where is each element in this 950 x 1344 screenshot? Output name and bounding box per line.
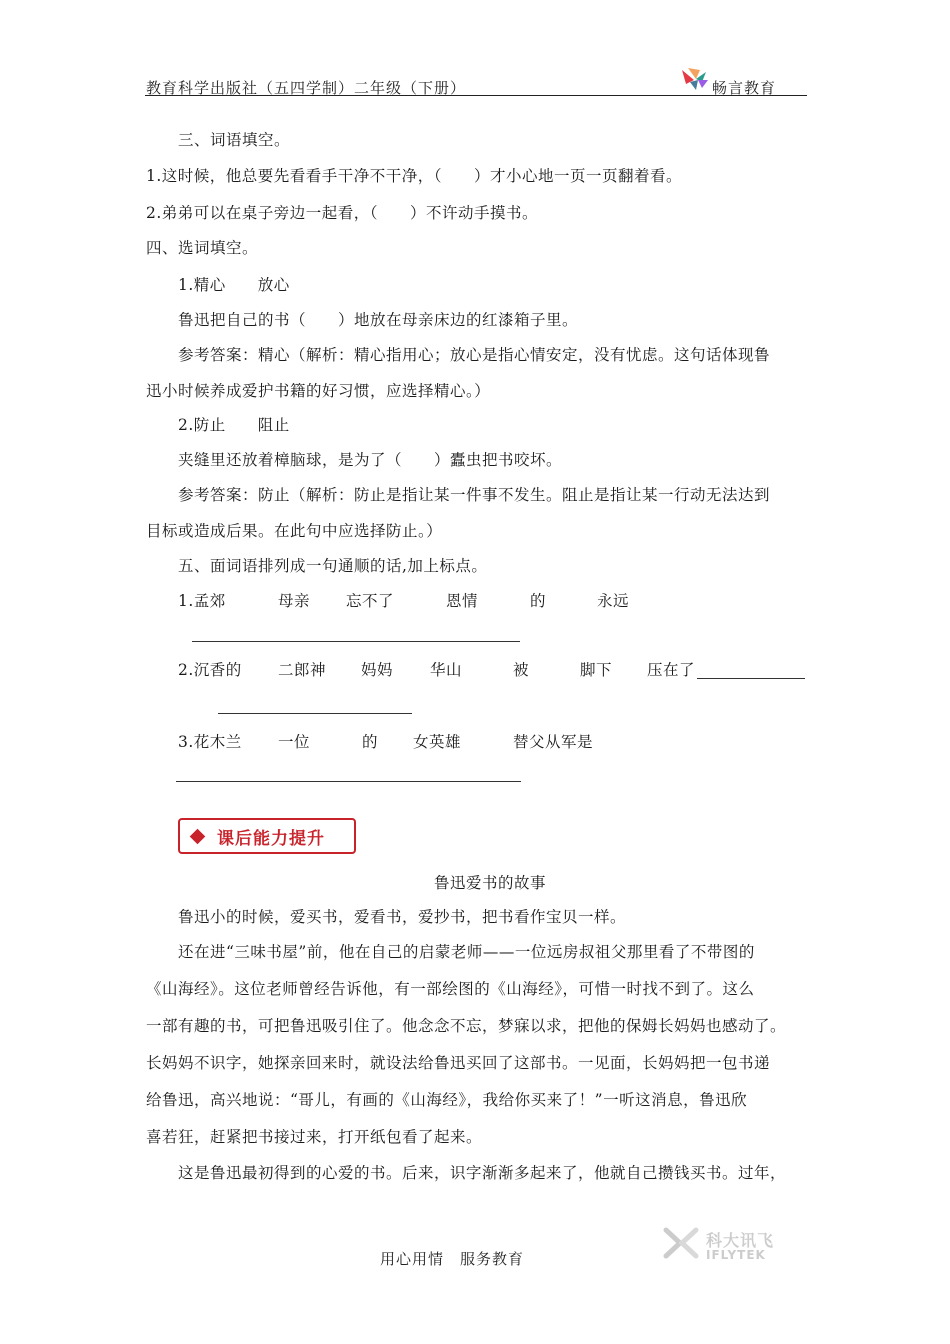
story-line: 喜若狂，赶紧把书接过来，打开纸包看了起来。 xyxy=(146,1128,483,1146)
q5-row1-word: 忘不了 xyxy=(346,592,395,610)
q5-row3-word: 替父从军是 xyxy=(513,733,594,751)
story-line: 一部有趣的书，可把鲁迅吸引住了。他念念不忘，梦寐以求，把他的保姆长妈妈也感动了。 xyxy=(146,1017,787,1035)
watermark-cn: 科大讯飞 xyxy=(706,1231,775,1250)
q5-row2-word: 压在了 xyxy=(647,661,696,679)
q5-row2-word: 二郎神 xyxy=(278,661,327,679)
section-4-q2-answer-line-1: 参考答案：防止（解析：防止是指让某一件事不发生。阻止是指让某一行动无法达到 xyxy=(178,486,771,504)
q5-row1-word: 母亲 xyxy=(278,592,311,610)
section-4-q1-sentence: 鲁迅把自己的书（ ）地放在母亲床边的红漆箱子里。 xyxy=(178,311,579,329)
story-line: 给鲁迅，高兴地说：“哥儿，有画的《山海经》，我给你买来了！”一听这消息，鲁迅欣 xyxy=(146,1091,748,1109)
q5-row3-word: 女英雄 xyxy=(413,733,462,751)
story-line: 长妈妈不识字，她探亲回来时，就设法给鲁迅买回了这部书。一见面，长妈妈把一包书递 xyxy=(146,1054,771,1072)
iflytek-logo-icon xyxy=(662,1226,702,1260)
section-3-question-1: 1.这时候，他总要先看看手干净不干净，（ ）才小心地一页一页翻着看。 xyxy=(146,167,683,185)
ability-banner-label: 课后能力提升 xyxy=(217,828,325,849)
q5-row1-word: 的 xyxy=(530,592,547,610)
watermark-en: IFLYTEK xyxy=(706,1248,766,1262)
q5-row1-word: 1.孟郊 xyxy=(178,592,226,610)
section-4-q2-answer-line-2: 目标或造成后果。在此句中应选择防止。） xyxy=(146,522,443,540)
diamond-icon xyxy=(190,828,206,844)
q5-row2-answer-line xyxy=(218,713,412,714)
q5-row1-word: 永远 xyxy=(597,592,630,610)
changyan-logo-icon xyxy=(680,66,710,92)
q5-row2-word: 妈妈 xyxy=(361,661,394,679)
q5-row3-word: 的 xyxy=(362,733,379,751)
story-line: 还在进“三味书屋”前，他在自己的启蒙老师——一位远房叔祖父那里看了不带图的 xyxy=(178,943,755,961)
story-line: 鲁迅小的时候，爱买书，爱看书，爱抄书，把书看作宝贝一样。 xyxy=(178,908,627,926)
q5-row2-word: 2.沉香的 xyxy=(178,661,242,679)
iflytek-watermark xyxy=(662,1226,792,1266)
story-line: 《山海经》。这位老师曾经告诉他，有一部绘图的《山海经》，可惜一时找不到了。这么 xyxy=(146,980,755,998)
header-brand: 畅言教育 xyxy=(712,79,777,97)
header-publisher: 教育科学出版社（五四学制）二年级（下册） xyxy=(146,79,467,97)
q5-row2-word: 华山 xyxy=(430,661,463,679)
section-5-title: 五、面词语排列成一句通顺的话,加上标点。 xyxy=(178,557,488,575)
footer-slogan: 用心用情 服务教育 xyxy=(380,1250,525,1268)
q5-row3-answer-line xyxy=(176,781,521,782)
section-4-q1-answer-line-1: 参考答案：精心（解析：精心指用心；放心是指心情安定，没有忧虑。这句话体现鲁 xyxy=(178,346,771,364)
story-line: 这是鲁迅最初得到的心爱的书。后来，识字渐渐多起来了，他就自己攒钱买书。过年， xyxy=(178,1164,787,1182)
after-class-ability-banner xyxy=(178,818,356,854)
q5-row3-word: 一位 xyxy=(278,733,311,751)
q5-row1-word: 恩情 xyxy=(446,592,479,610)
section-4-title: 四、选词填空。 xyxy=(146,239,259,257)
header-divider xyxy=(145,95,807,96)
q5-row2-word: 脚下 xyxy=(580,661,613,679)
q5-row1-answer-line xyxy=(192,641,520,642)
q5-row3-word: 3.花木兰 xyxy=(178,733,242,751)
section-4-q1-words: 1.精心 放心 xyxy=(178,276,290,294)
section-4-q2-sentence: 夹缝里还放着樟脑球，是为了（ ）蠹虫把书咬坏。 xyxy=(178,451,563,469)
story-title: 鲁迅爱书的故事 xyxy=(434,874,547,892)
section-3-question-2: 2.弟弟可以在桌子旁边一起看，（ ）不许动手摸书。 xyxy=(146,204,539,222)
q5-row2-word: 被 xyxy=(513,661,530,679)
section-3-title: 三、词语填空。 xyxy=(178,131,291,149)
section-4-q1-answer-line-2: 迅小时候养成爱护书籍的好习惯，应选择精心。） xyxy=(146,382,491,400)
section-4-q2-words: 2.防止 阻止 xyxy=(178,416,290,434)
q5-row2-answer-line-inline xyxy=(697,678,805,679)
